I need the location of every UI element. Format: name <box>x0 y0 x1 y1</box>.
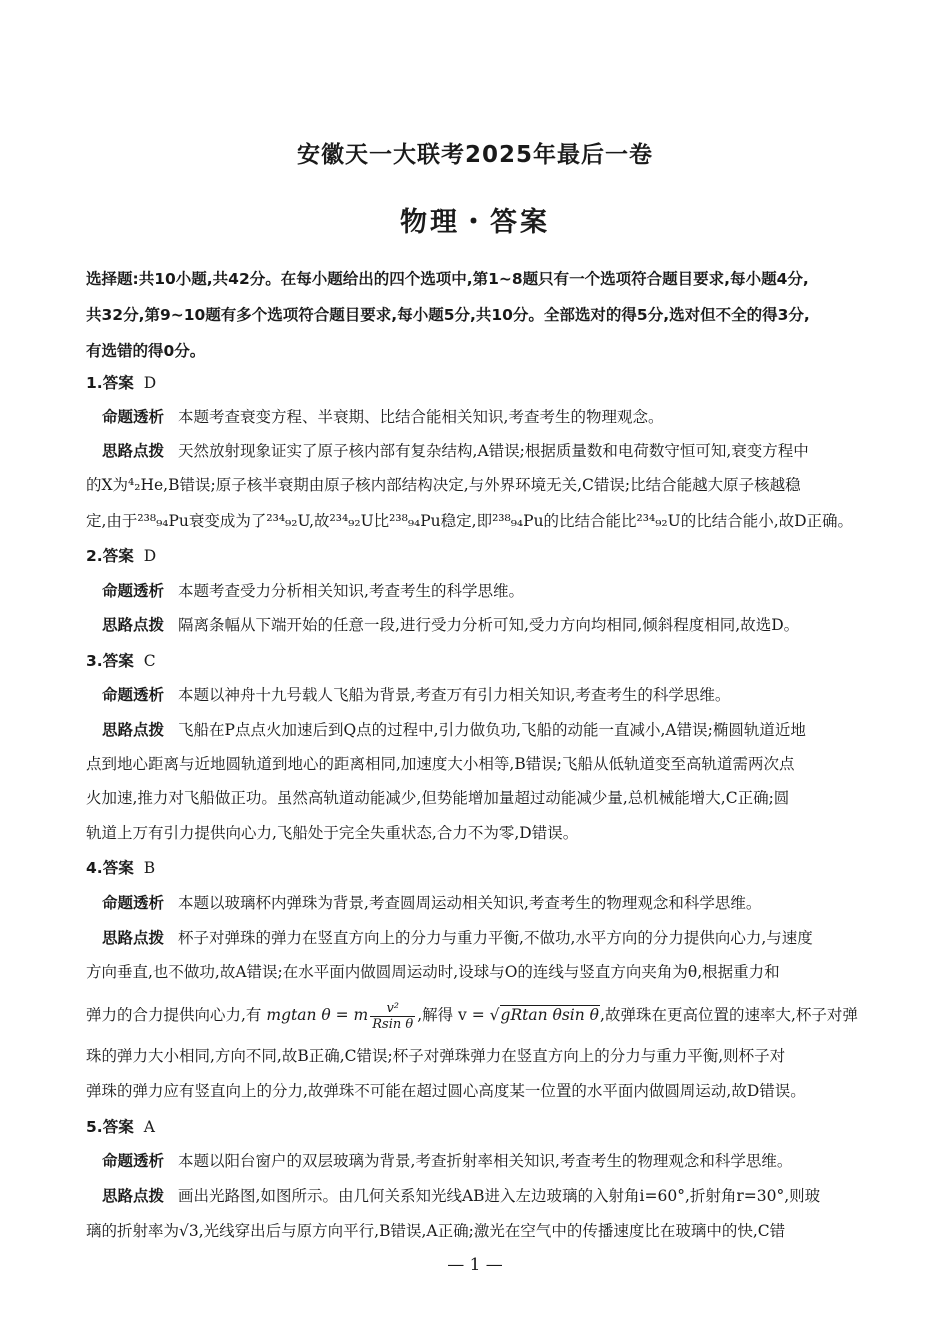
answer-value: A <box>143 1118 155 1136</box>
analysis-label: 思路点拨 <box>102 442 165 460</box>
analysis-label: 思路点拨 <box>102 929 165 947</box>
answer-value: B <box>143 859 156 877</box>
exam-subtitle: 物理・答案 <box>400 207 550 238</box>
question-heading <box>86 545 156 567</box>
intro-line: 选择题:共10小题,共42分。在每小题给出的四个选项中,第1~8题只有一个选项符合题目要求,每小题4分, <box>86 270 809 288</box>
answer-value: D <box>143 374 157 392</box>
question-heading <box>86 1116 155 1138</box>
answer-label: 答案 <box>102 652 134 670</box>
analysis-row <box>102 614 799 636</box>
formula-fraction <box>370 1001 415 1032</box>
analysis-text: 画出光路图,如图所示。由几何关系知光线AB进入左边玻璃的入射角i=60°,折射角r=30°,则玻 <box>178 1187 821 1205</box>
intent-row <box>102 684 730 706</box>
intent-row <box>102 1150 792 1172</box>
formula-lhs: mgtan θ = m <box>266 1006 369 1024</box>
intro-line: 共32分,第9~10题有多个选项符合题目要求,每小题5分,共10分。全部选对的得5分,选对但不全的得3分, <box>86 306 810 324</box>
formula-tail: ,故弹珠在更高位置的速率大,杯子对弹 <box>600 1006 858 1024</box>
intent-text: 本题以神舟十九号载人飞船为背景,考查万有引力相关知识,考查考生的科学思维。 <box>178 686 731 704</box>
analysis-label: 思路点拨 <box>102 616 165 634</box>
analysis-row <box>102 1185 820 1207</box>
question-heading <box>86 650 156 672</box>
analysis-text: 璃的折射率为√3,光线穿出后与原方向平行,B错误,A正确;激光在空气中的传播速度比在玻璃中的快,C错 <box>86 1222 786 1240</box>
question-number: 5. <box>86 1118 103 1136</box>
analysis-text: 轨道上万有引力提供向心力,飞船处于完全失重状态,合力不为零,D错误。 <box>86 824 579 842</box>
formula-root: gRtan θsin θ <box>500 1006 600 1024</box>
intent-label: 命题透析 <box>102 686 165 704</box>
analysis-text: 的X为⁴₂He,B错误;原子核半衰期由原子核内部结构决定,与外界环境无关,C错误;比结合能越大原子核越稳 <box>86 476 801 494</box>
question-number: 4. <box>86 859 103 877</box>
fraction-denominator: Rsin θ <box>372 1016 414 1032</box>
analysis-text: 方向垂直,也不做功,故A错误;在水平面内做圆周运动时,设球与O的连线与竖直方向夹角为θ,根据重力和 <box>86 963 780 981</box>
analysis-text: 火加速,推力对飞船做正功。虽然高轨道动能减少,但势能增加量超过动能减少量,总机械能增大,C正确;圆 <box>86 789 790 807</box>
analysis-label: 思路点拨 <box>102 1187 165 1205</box>
exam-title: 安徽天一大联考2025年最后一卷 <box>296 142 653 168</box>
analysis-text: 弹力的合力提供向心力,有 <box>86 1006 262 1024</box>
intent-text: 本题以阳台窗户的双层玻璃为背景,考查折射率相关知识,考查考生的物理观念和科学思维。 <box>178 1152 793 1170</box>
intent-row <box>102 580 524 602</box>
question-heading <box>86 372 156 394</box>
formula-mid: ,解得 v = √ <box>417 1006 500 1024</box>
intent-text: 本题考查受力分析相关知识,考查考生的科学思维。 <box>178 582 524 600</box>
intent-text: 本题以玻璃杯内弹珠为背景,考查圆周运动相关知识,考查考生的物理观念和科学思维。 <box>178 894 762 912</box>
analysis-text: 弹珠的弹力应有竖直向上的分力,故弹珠不可能在超过圆心高度某一位置的水平面内做圆周运动,故D错误。 <box>86 1082 806 1100</box>
intro-line: 有选错的得0分。 <box>86 342 206 360</box>
fraction-numerator: v² <box>370 1001 415 1017</box>
answer-label: 答案 <box>102 859 134 877</box>
intent-label: 命题透析 <box>102 1152 165 1170</box>
answer-value: D <box>143 547 157 565</box>
intent-text: 本题考查衰变方程、半衰期、比结合能相关知识,考查考生的物理观念。 <box>178 408 664 426</box>
analysis-row <box>102 719 806 741</box>
intent-label: 命题透析 <box>102 582 165 600</box>
answer-value: C <box>143 652 156 670</box>
analysis-text: 杯子对弹珠的弹力在竖直方向上的分力与重力平衡,不做功,水平方向的分力提供向心力,与速度 <box>178 929 813 947</box>
answer-label: 答案 <box>102 374 134 392</box>
formula-line <box>86 1000 858 1032</box>
intent-row <box>102 406 663 428</box>
analysis-label: 思路点拨 <box>102 721 165 739</box>
analysis-text: 飞船在P点点火加速后到Q点的过程中,引力做负功,飞船的动能一直减小,A错误;椭圆轨道近地 <box>178 721 806 739</box>
analysis-row <box>102 927 813 949</box>
analysis-text: 点到地心距离与近地圆轨道到地心的距离相同,加速度大小相等,B错误;飞船从低轨道变至高轨道需两次点 <box>86 755 795 773</box>
question-number: 2. <box>86 547 103 565</box>
analysis-text: 天然放射现象证实了原子核内部有复杂结构,A错误;根据质量数和电荷数守恒可知,衰变方程中 <box>178 442 809 460</box>
answer-label: 答案 <box>102 1118 134 1136</box>
question-number: 1. <box>86 374 103 392</box>
analysis-row <box>102 440 809 462</box>
analysis-text: 珠的弹力大小相同,方向不同,故B正确,C错误;杯子对弹珠弹力在竖直方向上的分力与重力平衡,则杯子对 <box>86 1047 786 1065</box>
question-number: 3. <box>86 652 103 670</box>
intent-label: 命题透析 <box>102 408 165 426</box>
page-number: — 1 — <box>447 1255 503 1275</box>
question-heading <box>86 857 155 879</box>
answer-label: 答案 <box>102 547 134 565</box>
intent-row <box>102 892 761 914</box>
analysis-text: 隔离条幅从下端开始的任意一段,进行受力分析可知,受力方向均相同,倾斜程度相同,故选D。 <box>178 616 800 634</box>
intent-label: 命题透析 <box>102 894 165 912</box>
analysis-text: 定,由于²³⁸₉₄Pu衰变成为了²³⁴₉₂U,故²³⁴₉₂U比²³⁸₉₄Pu稳定,即²³⁸₉₄Pu的比结合能比²³⁴₉₂U的比结合能小,故D正确。 <box>86 512 854 530</box>
